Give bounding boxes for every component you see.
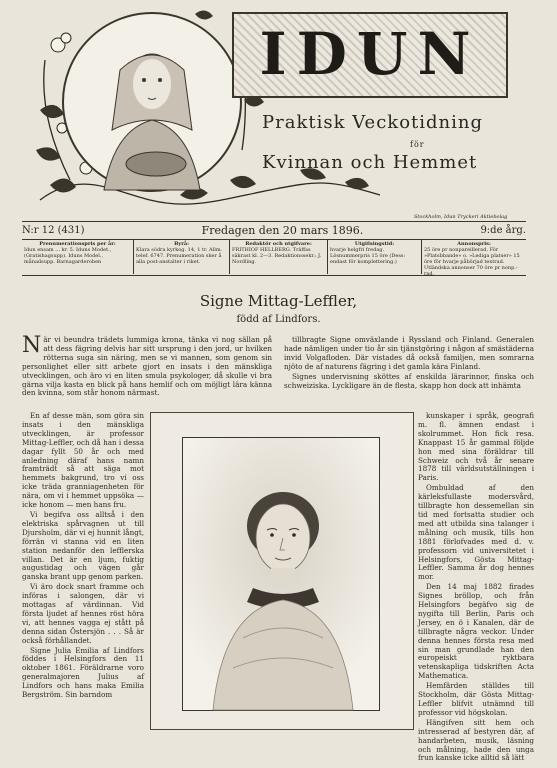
logo: IDUN: [259, 20, 481, 88]
masthead-subtitle: Praktisk Veckotidning: [262, 112, 484, 133]
info-redaktor: [230, 240, 328, 274]
paragraph: tillbragte Signe omväxlande i Ryssland och Finland. Generalen hade nämligen under tio år sin tjänstgöring i någon af smästäderna invid Volgafloden. Där vistades då också familjen, men somrarna njöto de af naturens fägring i det gamla kära Finland.: [284, 335, 534, 371]
masthead-subtitle-2: Kvinnan och Hemmet: [262, 152, 478, 173]
masthead: [0, 0, 557, 222]
masthead-subtitle-for: för: [410, 140, 425, 149]
logo-panel: [232, 12, 508, 98]
issue-line: [22, 222, 526, 238]
issue-year: 9:de årg.: [480, 224, 526, 236]
info-title: Annonspris:: [457, 241, 491, 247]
paragraph: kunskaper i språk, geografi m. fl. ämnen endast i skolrummet. Hon fick resa. Knappast 15 år gammal följde hon med sina föräldrar till Schweiz och två år senare 1878 till världsutställningen i Paris.: [418, 411, 534, 483]
article-title: Signe Mittag-Leffler,: [199, 292, 358, 310]
portrait-photo: [182, 437, 380, 711]
info-text: Klara södra kyrkog. 14, 1 tr. Allm. telef. 6747. Prenumeration sker å alla post-anstalter i riket.: [136, 247, 223, 265]
article-col2-narrow: [418, 411, 534, 763]
issue-number: N:r 12 (431): [22, 224, 85, 236]
paragraph: Vi begifva oss alltså i den elektriska spårvagnen ut till Djursholm, där vi ej hunnit långt, förrän vi stanna vid en liten station nedanför den lefflerska villan. Det är en ljum, fuktig augustidag och vägen går ganska brant upp genom parken.: [22, 509, 144, 582]
paragraph: Signes undervisning sköttes af enskilda lärarinnor, finska och schweiziska. Lyckligare än de flesta, skapp hon dock att inhämta: [284, 371, 534, 390]
info-utgifningstid: [328, 240, 422, 274]
paragraph: En af desse män, som göra sin insats i den mänskliga utvecklingen, är professor Mittag-Leffler, och då han i dessa dagar fyllt 50 år och med anledning däraf hans namn framträdt så att säga mot hemmets bakgrund, tro vi oss icke träda granniagenheten för nära, om vi i hemmet uppsöka — icke honom — men hans fru.: [22, 411, 145, 510]
info-prenumeration: [22, 240, 134, 274]
info-text: Idun ensam ... kr. 5. Iduns Modet., (Gratishagsupp). Iduns Model., månadsupp. Barnagarderoben: [24, 247, 112, 265]
portrait-engraving-icon: [64, 14, 240, 190]
info-text: FRITHIOF HELLBERG. Träffas säkrast kl. 2—3. Redaktionssekr.: J. Nordling.: [232, 247, 322, 265]
paragraph: Signe Julia Emilia af Lindfors föddes i Helsingfors den 11 oktober 1861. Föräldrarne voro generalmajoren Julius af Lindfors och hans maka Emilia Bergström. Sin barndom: [22, 645, 144, 700]
paragraph: Hängifven sitt hem och intresserad af bestyren där, af handarbeten, musik, läsning och målning, hade den unga frun kanske icke alltid så lätt: [418, 717, 534, 763]
info-annonspris: [422, 240, 526, 277]
info-title: Utgifningstid:: [354, 241, 395, 247]
article-col2-intro: [284, 336, 534, 410]
issue-date: Fredagen den 20 mars 1896.: [201, 223, 364, 237]
info-title: Prenumerationspris per år:: [39, 241, 116, 247]
article-col1-intro: [22, 333, 272, 410]
portrait-medallion: [62, 12, 242, 192]
printer-credit: Stockholm, Idun Tryckeri Aktiebolag: [414, 214, 508, 220]
paragraph: är vi beundra trädets lummiga krona, tänka vi nog sällan på att dess fägring delvis har sitt ursprung i den jord, ur hvilken rötterna suga sin näring, men se vi mannen, som genom sin personlighet eller sitt arbete gjort en insats i den mänskliga utvecklingen, och äro vi en liten smula psykologer, då skulle vi bra gärna vilja kasta en blick på hans hemlif och om möjligt lära känna den kvinna, som står honom närmast.: [22, 335, 272, 398]
info-strip: [22, 240, 526, 277]
paragraph: Hemfärden ställdes till Stockholm, där Gösta Mittag-Leffler blifvit utnämnd till professor vid högskolan.: [418, 681, 534, 717]
info-title: Byrå:: [174, 241, 189, 247]
info-text: 25 öre pr nonpareillerad. För »Platsbbande» o. »Lediga platser» 15 öre för hvarje påbörjad textrad. Utländska annonser 70 öre pr nonp.-rad.: [424, 247, 520, 277]
info-text: hvarje helgfri fredag. Lösnummerpris 15 öre (Dess: endast för komplettering.): [330, 247, 406, 265]
paragraph: Vi äro dock snart framme och införas i salongen, där vi mottagas af värdinnan. Vid första ljudet af hennes röst höra vi, att hennes vagga ej stått på denna sidan Östersjön . . . Så är också förhållandet.: [22, 582, 144, 645]
article-byline: född af Lindfors.: [236, 314, 321, 325]
info-byra: [134, 240, 230, 274]
photo-engraving-icon: [183, 438, 379, 710]
drop-cap: N: [22, 333, 42, 358]
paragraph: Ombuldad af den kärleksfullaste modersvård, tillbragte hon dessemellan sin tid med fortsatta studier och med att utbilda sina talanger i målning och musik, tills hon 1881 förlofvades med d. v. professorn vid universitetet i Helsingfors, Gösta Mittag-Leffler. Samma år dog hennes mor.: [418, 483, 534, 582]
paragraph: Den 14 maj 1882 firades Signes bröllop, och från Helsingfors begäfvo sig de nygifta till Berlin, Paris och Jersey, en ö i Kanalen, där de tillbragte några veckor. Under denna hennes första resa med sin man grundlade han den europeiskt ryktbara vetenskapliga tidskriften Acta Mathematica.: [418, 582, 534, 681]
article-col1-narrow: [22, 412, 144, 757]
info-title: Redaktör och utgifvare:: [245, 241, 312, 247]
divider-bottom: [22, 275, 526, 276]
